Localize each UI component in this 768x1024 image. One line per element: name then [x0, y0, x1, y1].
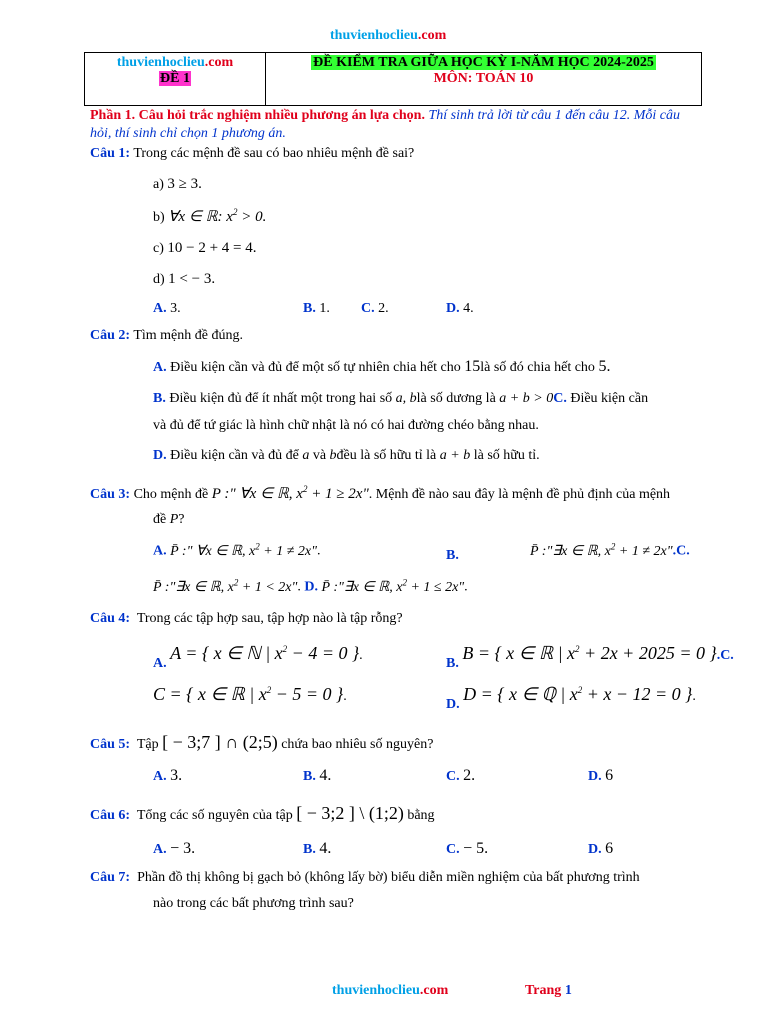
q6-option-a[interactable]: A. − 3. — [153, 840, 196, 857]
header-site-name: thuvienhoclieu.com — [116, 55, 234, 70]
q1-statement-c: c) 10 − 2 + 4 = 4. — [153, 240, 257, 256]
q4-option-d[interactable]: D. D = { x ∈ ℚ | $x^2 + x - 12 = 0$ }. — [446, 684, 696, 712]
part1-heading: Phần 1. Câu hỏi trắc nghiệm nhiều phương án lựa chọn. Thí sinh trả lời từ câu 1 đến câu 12. Mỗi câu hỏi, thí sinh chỉ chọn 1 phương án. — [90, 108, 681, 141]
question-5: Câu 5: Tập [ − 3;7 ] ∩ (2;5) chứa bao nhiêu số nguyên? — [90, 732, 434, 752]
q3-option-a[interactable]: A. P̄ :" ∀x ∈ ℝ, $x^2 + 1 \ne 2x$". — [153, 541, 321, 559]
exam-title: ĐỀ KIỂM TRA GIỮA HỌC KỲ I-NĂM HỌC 2024-2025 — [313, 55, 654, 70]
q3-option-c[interactable]: P̄ :"∃x ∈ ℝ, $x^2 + 1 < 2x$". D. P̄ :"∃x ∈ ℝ, $x^2 + 1 \le 2x$". — [153, 577, 468, 595]
q4-option-c[interactable]: C = { x ∈ ℝ | $x^2 - 5 = 0$ }. — [153, 684, 347, 704]
q1-statement-a: a) 3 ≥ 3. — [153, 176, 202, 192]
exam-header — [84, 52, 702, 106]
q1-option-a[interactable]: A. 3. — [153, 301, 181, 316]
q6-option-c[interactable]: C. − 5. — [446, 840, 489, 857]
top-site-name: thuvienhoclieu.com — [330, 28, 447, 43]
q2-option-b[interactable]: B. Điều kiện đủ để ít nhất một trong hai số a, blà số dương là a + b > 0C. Điều kiện cần — [153, 391, 649, 406]
q1-option-b[interactable]: B. 1. — [303, 301, 330, 316]
q2-option-a[interactable]: A. Điều kiện cần và đủ để một số tự nhiên chia hết cho 15là số đó chia hết cho 5. — [153, 358, 611, 375]
exam-subject: MÔN: TOÁN 10 — [433, 71, 534, 86]
q2-option-c-cont: và đủ để tứ giác là hình chữ nhật là nó có hai đường chéo bằng nhau. — [153, 418, 539, 433]
q4-option-a[interactable]: A. A = { x ∈ ℕ | $x^2 - 4 = 0$ }. — [153, 643, 363, 671]
q5-option-c[interactable]: C. 2. — [446, 767, 476, 784]
q6-option-d[interactable]: D. 6 — [588, 840, 614, 857]
q2-option-c-label[interactable]: C. — [553, 391, 567, 406]
question-7-cont: nào trong các bất phương trình sau? — [153, 896, 354, 911]
q5-option-a[interactable]: A. 3. — [153, 767, 183, 784]
q1-option-c[interactable]: C. 2. — [361, 301, 389, 316]
footer-site-name: thuvienhoclieu.com — [332, 983, 449, 998]
question-2: Câu 2: Tìm mệnh đề đúng. — [90, 328, 243, 343]
q2-option-d[interactable]: D. Điều kiện cần và đủ để a và bđều là số hữu tỉ là a + b là số hữu tỉ. — [153, 448, 540, 463]
question-7: Câu 7: Phần đồ thị không bị gạch bỏ (không lấy bờ) biểu diễn miền nghiệm của bất phương trình — [90, 870, 640, 885]
q1-statement-d: d) 1 < − 3. — [153, 271, 216, 287]
question-4: Câu 4: Trong các tập hợp sau, tập hợp nào là tập rỗng? — [90, 611, 403, 626]
q4-option-b[interactable]: B. B = { x ∈ ℝ | $x^2 + 2x + 2025 = 0$ }.C. — [446, 643, 734, 671]
q1-statement-b: b) ∀x ∈ ℝ: $x^2 > 0$. — [153, 207, 267, 225]
q1-option-d[interactable]: D. 4. — [446, 301, 474, 316]
question-3: Câu 3: Cho mệnh đề P :" ∀x ∈ ℝ, $x^2 + 1 \ge 2x$". Mệnh đề nào sau đây là mệnh đề phủ định của mệnh — [90, 484, 671, 502]
q5-option-d[interactable]: D. 6 — [588, 767, 614, 784]
question-1: Câu 1: Trong các mệnh đề sau có bao nhiêu mệnh đề sai? — [90, 146, 415, 161]
question-6: Câu 6: Tổng các số nguyên của tập [ − 3;2 ] \ (1;2) bằng — [90, 803, 435, 823]
q5-option-b[interactable]: B. 4. — [303, 767, 332, 784]
q3-option-b[interactable]: P̄ :"∃x ∈ ℝ, $x^2 + 1$ ≠ 2x".C. — [530, 541, 690, 559]
page-number: Trang 1 — [525, 983, 572, 998]
exam-code: ĐỀ 1 — [160, 71, 190, 86]
q6-option-b[interactable]: B. 4. — [303, 840, 332, 857]
q3-option-b-label[interactable]: B. — [446, 548, 459, 563]
question-3-cont: đề P? — [153, 512, 185, 527]
